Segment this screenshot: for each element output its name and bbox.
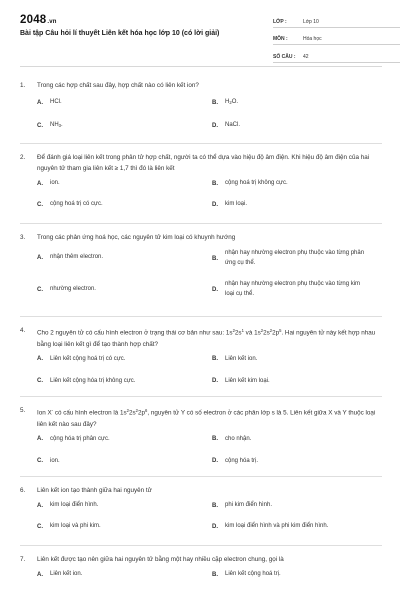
option-c[interactable]: C. kim loại và phi kim. <box>37 523 101 530</box>
question-body: Liên kết ion tạo thành giữa hai nguyên tử <box>37 487 152 494</box>
option-d[interactable]: D. Liên kết kim loại. <box>212 377 270 385</box>
question-body: Trong các hợp chất sau đây, hợp chất nào có liên kết ion? <box>37 82 199 89</box>
option-a[interactable]: A. cộng hóa trị phân cực. <box>37 435 110 443</box>
question-5 <box>20 405 382 465</box>
option-d[interactable]: D. kim loại. <box>212 201 248 208</box>
page-header <box>20 0 382 68</box>
option-b[interactable]: B. cho nhận. <box>212 435 252 443</box>
option-a[interactable]: A. Liên kết cộng hoá trị có cực. <box>37 355 126 363</box>
question-text <box>20 554 382 565</box>
question-text <box>20 405 382 430</box>
question-body: Ion X- có cấu hình electron là $1s^22s^22p^6$, nguyên tử Y có số electron ở các phân lớp s là 5. Liên kết giữa X và Y thuộc loại liên kết nào sau đây? <box>37 408 376 428</box>
option-a[interactable]: A. nhận thêm electron. <box>37 254 104 261</box>
option-b[interactable]: B. cộng hoá trị không cực. <box>212 180 288 187</box>
option-a[interactable]: A. HCl. <box>37 99 62 106</box>
question-2 <box>20 152 382 208</box>
option-b[interactable]: B. $H_2O$. <box>212 99 239 106</box>
question-number: 2. <box>20 154 26 161</box>
option-d[interactable]: D. kim loại điển hình và phi kim điển hình. <box>212 523 329 530</box>
option-c[interactable]: C. ion. <box>37 457 60 465</box>
meta-key: MÔN : <box>273 36 288 42</box>
question-number: 6. <box>20 487 26 494</box>
question-body: Để đánh giá loại liên kết trong phân tử hợp chất, người ta có thể dựa vào hiệu độ âm điện. Khi hiệu độ âm điện của hai nguyên tử tham gia liên kết ≥ 1,7 thì đó là liên kết <box>37 154 370 172</box>
question-number: 3. <box>20 234 26 241</box>
question-body: Liên kết được tạo nên giữa hai nguyên tử bằng một hay nhiều cặp electron chung, gọi là <box>37 556 284 563</box>
option-c[interactable]: C. cộng hoá trị có cực. <box>37 201 103 208</box>
question-divider <box>20 545 382 546</box>
option-d[interactable]: D. nhận hay nhường electron phụ thuộc vào từng kim loại cụ thể. <box>212 281 361 297</box>
meta-key: SỐ CÂU : <box>273 53 296 60</box>
option-d[interactable]: D. NaCl. <box>212 122 241 129</box>
option-b[interactable]: B. phi kim điển hình. <box>212 502 273 509</box>
question-divider <box>20 396 382 397</box>
question-text <box>20 485 382 496</box>
option-a[interactable]: A. ion. <box>37 180 60 187</box>
option-b[interactable]: B. Liên kết ion. <box>212 355 258 363</box>
question-4 <box>20 325 382 385</box>
option-c[interactable]: C. Liên kết cộng hóa trị không cực. <box>37 377 136 385</box>
question-text <box>20 232 382 243</box>
question-body: Cho 2 nguyên tử có cấu hình electron ở trạng thái cơ bản như sau: $1s^22s^1$ và $1s^22s^22p^5$. Hai nguyên tử này kết hợp nhau bằng loại liên kết gì để tạo thành hợp chất? <box>37 328 376 348</box>
option-d[interactable]: D. cộng hóa trị. <box>212 457 259 465</box>
meta-row-grade <box>273 14 400 28</box>
option-c[interactable]: C. nhường electron. <box>37 286 96 293</box>
option-b[interactable]: B. nhận hay nhường electron phụ thuộc vào từng phản ứng cụ thể. <box>212 250 365 266</box>
meta-info <box>273 14 400 67</box>
meta-value: 42 <box>303 53 309 60</box>
header-divider <box>20 66 382 67</box>
option-b[interactable]: B. Liên kết cộng hoá trị. <box>212 571 281 578</box>
question-divider <box>20 143 382 144</box>
meta-value: Lớp 10 <box>303 18 319 25</box>
page-title: Bài tập Câu hỏi lí thuyết Liên kết hóa học lớp 10 (có lời giải) <box>20 30 220 37</box>
meta-row-count <box>273 49 400 63</box>
question-1 <box>20 80 382 129</box>
question-text <box>20 325 382 350</box>
question-6 <box>20 485 382 530</box>
question-divider <box>20 223 382 224</box>
question-3 <box>20 232 382 297</box>
question-number: 7. <box>20 556 26 563</box>
meta-row-subject <box>273 32 400 46</box>
question-body: Trong các phản ứng hoá học, các nguyên tử kim loại có khuynh hướng <box>37 234 236 241</box>
question-number: 1. <box>20 82 26 89</box>
site-logo[interactable]: 2048.vn <box>20 14 57 26</box>
question-number: 5. <box>20 407 26 414</box>
meta-value: Hóa học <box>303 36 322 42</box>
option-c[interactable]: C. $NH_3$. <box>37 122 63 129</box>
question-divider <box>20 476 382 477</box>
question-text <box>20 80 382 91</box>
option-a[interactable]: A. kim loại điển hình. <box>37 502 99 509</box>
question-number: 4. <box>20 327 26 334</box>
question-text <box>20 152 382 174</box>
question-7 <box>20 554 382 578</box>
option-a[interactable]: A. Liên kết ion. <box>37 571 83 578</box>
meta-key: LỚP : <box>273 18 287 25</box>
question-divider <box>20 316 382 317</box>
